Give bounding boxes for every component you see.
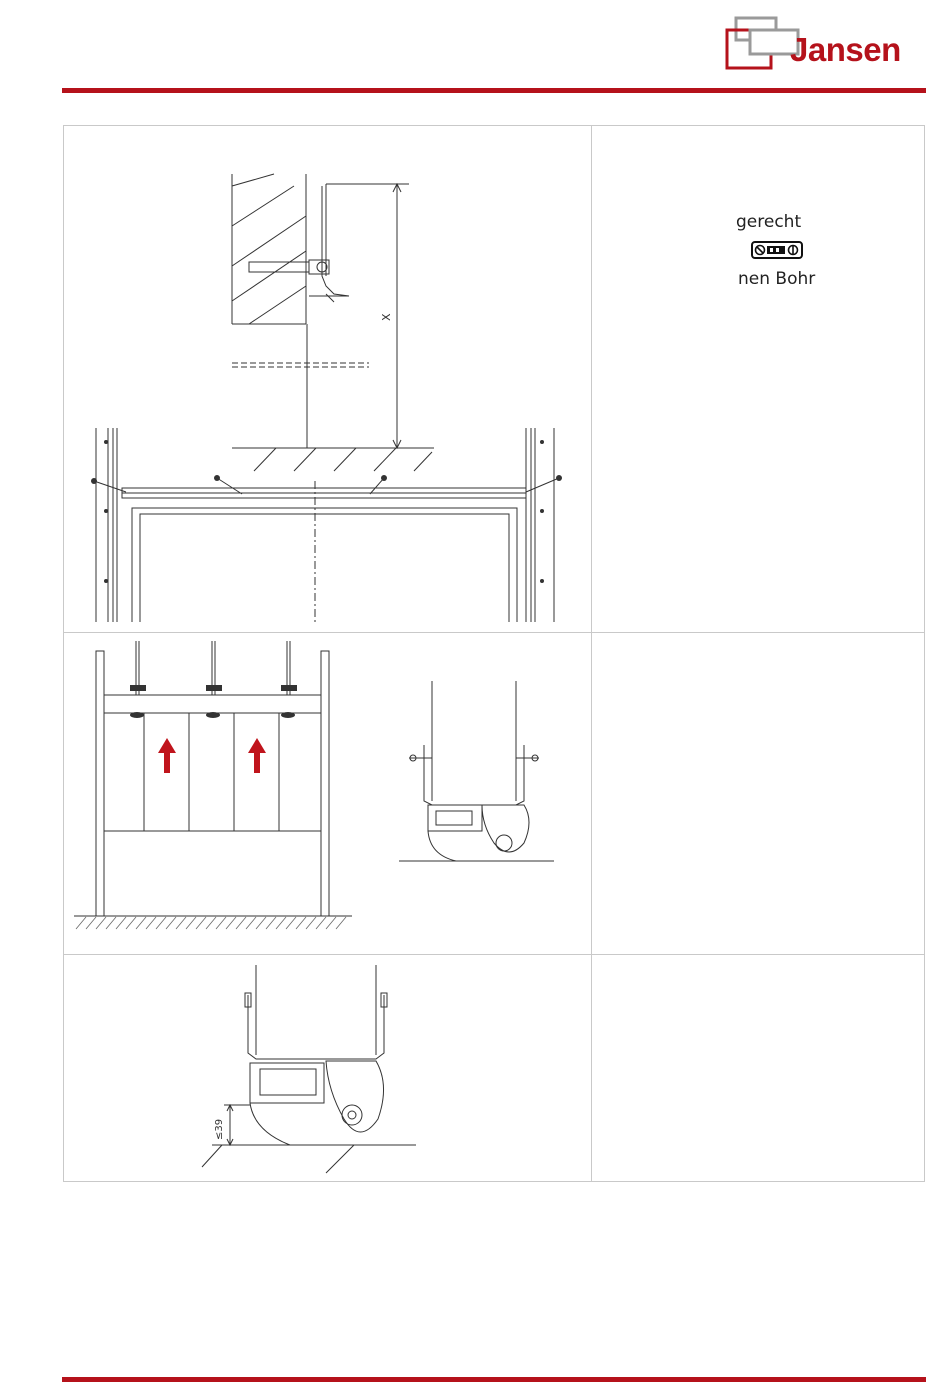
instruction-table xyxy=(63,125,925,1182)
threshold-assembly-drawing xyxy=(64,633,591,954)
note-level-text: gerecht xyxy=(736,212,802,232)
row1-note-cell xyxy=(592,126,925,632)
jansen-logo xyxy=(724,16,929,74)
ceiling-mount-drawing xyxy=(64,126,591,632)
brand-name: Jansen xyxy=(790,31,901,68)
note-drill-text: nen Bohr xyxy=(738,269,816,289)
dimension-39-label: ≤39 xyxy=(214,1118,225,1140)
lift-arrows xyxy=(158,738,266,773)
spirit-level-icon xyxy=(751,240,803,260)
footer-rule xyxy=(62,1377,926,1382)
row3-drawing-cell xyxy=(64,955,591,1182)
row1-drawing-cell xyxy=(64,126,591,632)
row2-note-cell xyxy=(592,633,925,954)
row3-note-cell xyxy=(592,955,925,1182)
row2-drawing-cell xyxy=(64,633,591,954)
header-rule xyxy=(62,88,926,93)
threshold-detail-drawing xyxy=(64,955,591,1182)
dimension-x-label: X xyxy=(380,313,393,321)
